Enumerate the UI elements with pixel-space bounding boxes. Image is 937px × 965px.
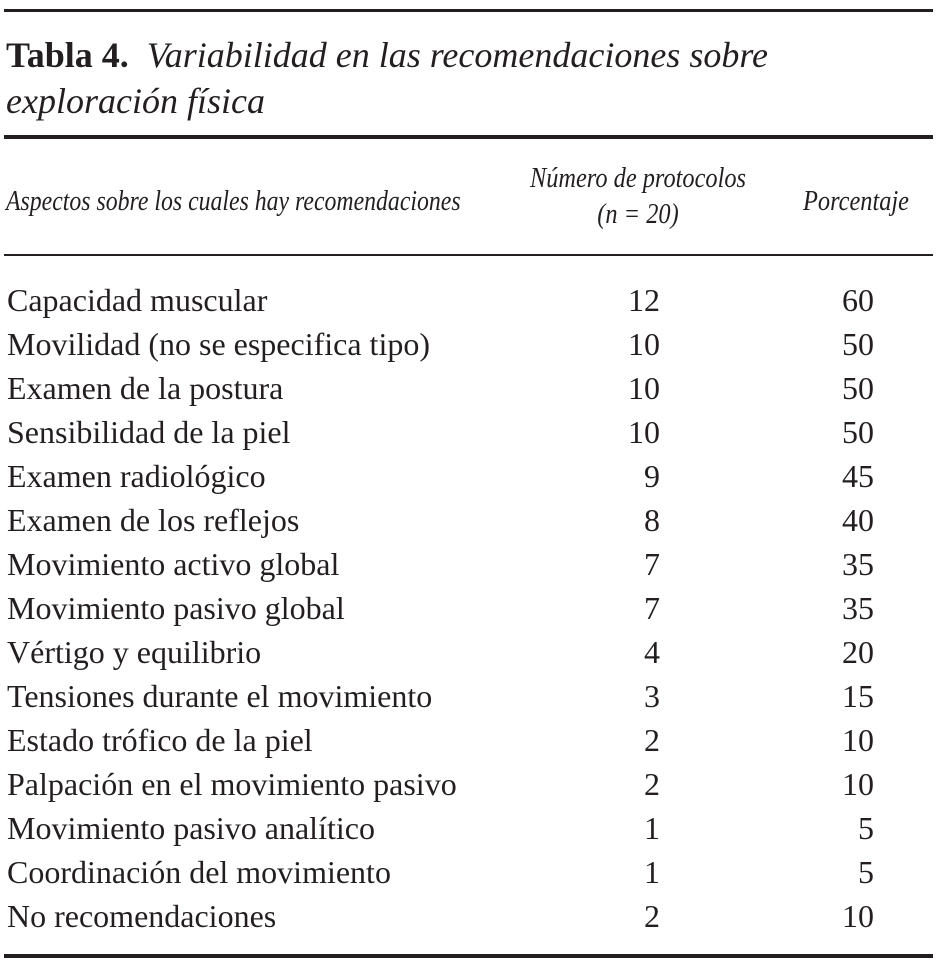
row-aspect-cell: Coordinación del movimiento [7,854,391,890]
table-row [0,278,937,322]
row-aspect-cell: Examen de la postura [7,370,284,406]
row-percent-cell: 60 [842,282,874,318]
row-percent-cell: 10 [842,766,874,802]
row-aspect-cell: Vértigo y equilibrio [7,634,262,670]
table-row [0,410,937,454]
row-percent-cell: 5 [858,810,874,846]
table-row [0,894,937,938]
bottom-rule [4,954,933,958]
table-row [0,806,937,850]
table-caption [6,32,926,124]
row-aspect-cell: Tensiones durante el movimiento [7,678,433,714]
row-percent-cell: 50 [842,414,874,450]
header-top-rule [4,135,933,139]
table-row [0,586,937,630]
table-row [0,322,937,366]
row-count-cell: 12 [628,282,660,318]
row-aspect-cell: Examen de los reflejos [7,502,300,538]
table-row [0,762,937,806]
table-label: Tabla 4. [6,35,129,75]
row-count-cell: 7 [644,546,660,582]
row-count-cell: 1 [644,810,660,846]
row-percent-cell: 10 [842,722,874,758]
table-row [0,366,937,410]
table-body [0,278,937,938]
top-rule [4,9,933,12]
table-title: Variabilidad en las recomendaciones sobre exploración física [6,35,768,121]
row-aspect-cell: Estado trófico de la piel [7,722,313,758]
row-count-cell: 3 [644,678,660,714]
table-row [0,542,937,586]
row-aspect-cell: Movimiento pasivo analítico [7,810,375,846]
table-row [0,674,937,718]
row-count-cell: 1 [644,854,660,890]
row-percent-cell: 50 [842,370,874,406]
table-row [0,718,937,762]
column-header-count [520,160,755,232]
row-count-cell: 7 [644,590,660,626]
row-percent-cell: 45 [842,458,874,494]
row-count-cell: 4 [644,634,660,670]
row-percent-cell: 35 [842,546,874,582]
row-percent-cell: 15 [842,678,874,714]
row-count-cell: 8 [644,502,660,538]
table-row [0,630,937,674]
table-row [0,454,937,498]
row-count-cell: 10 [628,326,660,362]
column-header-count-line2: (n = 20) [597,198,679,230]
row-count-cell: 2 [644,898,660,934]
row-aspect-cell: Examen radiológico [7,458,266,494]
column-header-count-line1: Número de protocolos [529,162,747,194]
row-aspect-cell: No recomendaciones [7,898,277,934]
row-percent-cell: 20 [842,634,874,670]
row-percent-cell: 10 [842,898,874,934]
row-count-cell: 10 [628,370,660,406]
row-aspect-cell: Movimiento pasivo global [7,590,345,626]
row-percent-cell: 50 [842,326,874,362]
row-count-cell: 9 [644,458,660,494]
row-aspect-cell: Sensibilidad de la piel [7,414,291,450]
row-aspect-cell: Movimiento activo global [7,546,340,582]
row-aspect-cell: Palpación en el movimiento pasivo [7,766,457,802]
row-percent-cell: 5 [858,854,874,890]
row-percent-cell: 40 [842,502,874,538]
column-header-aspect: Aspectos sobre los cuales hay recomendaciones [6,185,461,217]
column-header-percent: Porcentaje [803,185,909,217]
row-count-cell: 2 [644,722,660,758]
header-bottom-rule [4,254,933,256]
row-percent-cell: 35 [842,590,874,626]
table-row [0,850,937,894]
table-row [0,498,937,542]
row-count-cell: 10 [628,414,660,450]
row-aspect-cell: Movilidad (no se especifica tipo) [7,326,430,362]
row-count-cell: 2 [644,766,660,802]
row-aspect-cell: Capacidad muscular [7,282,268,318]
